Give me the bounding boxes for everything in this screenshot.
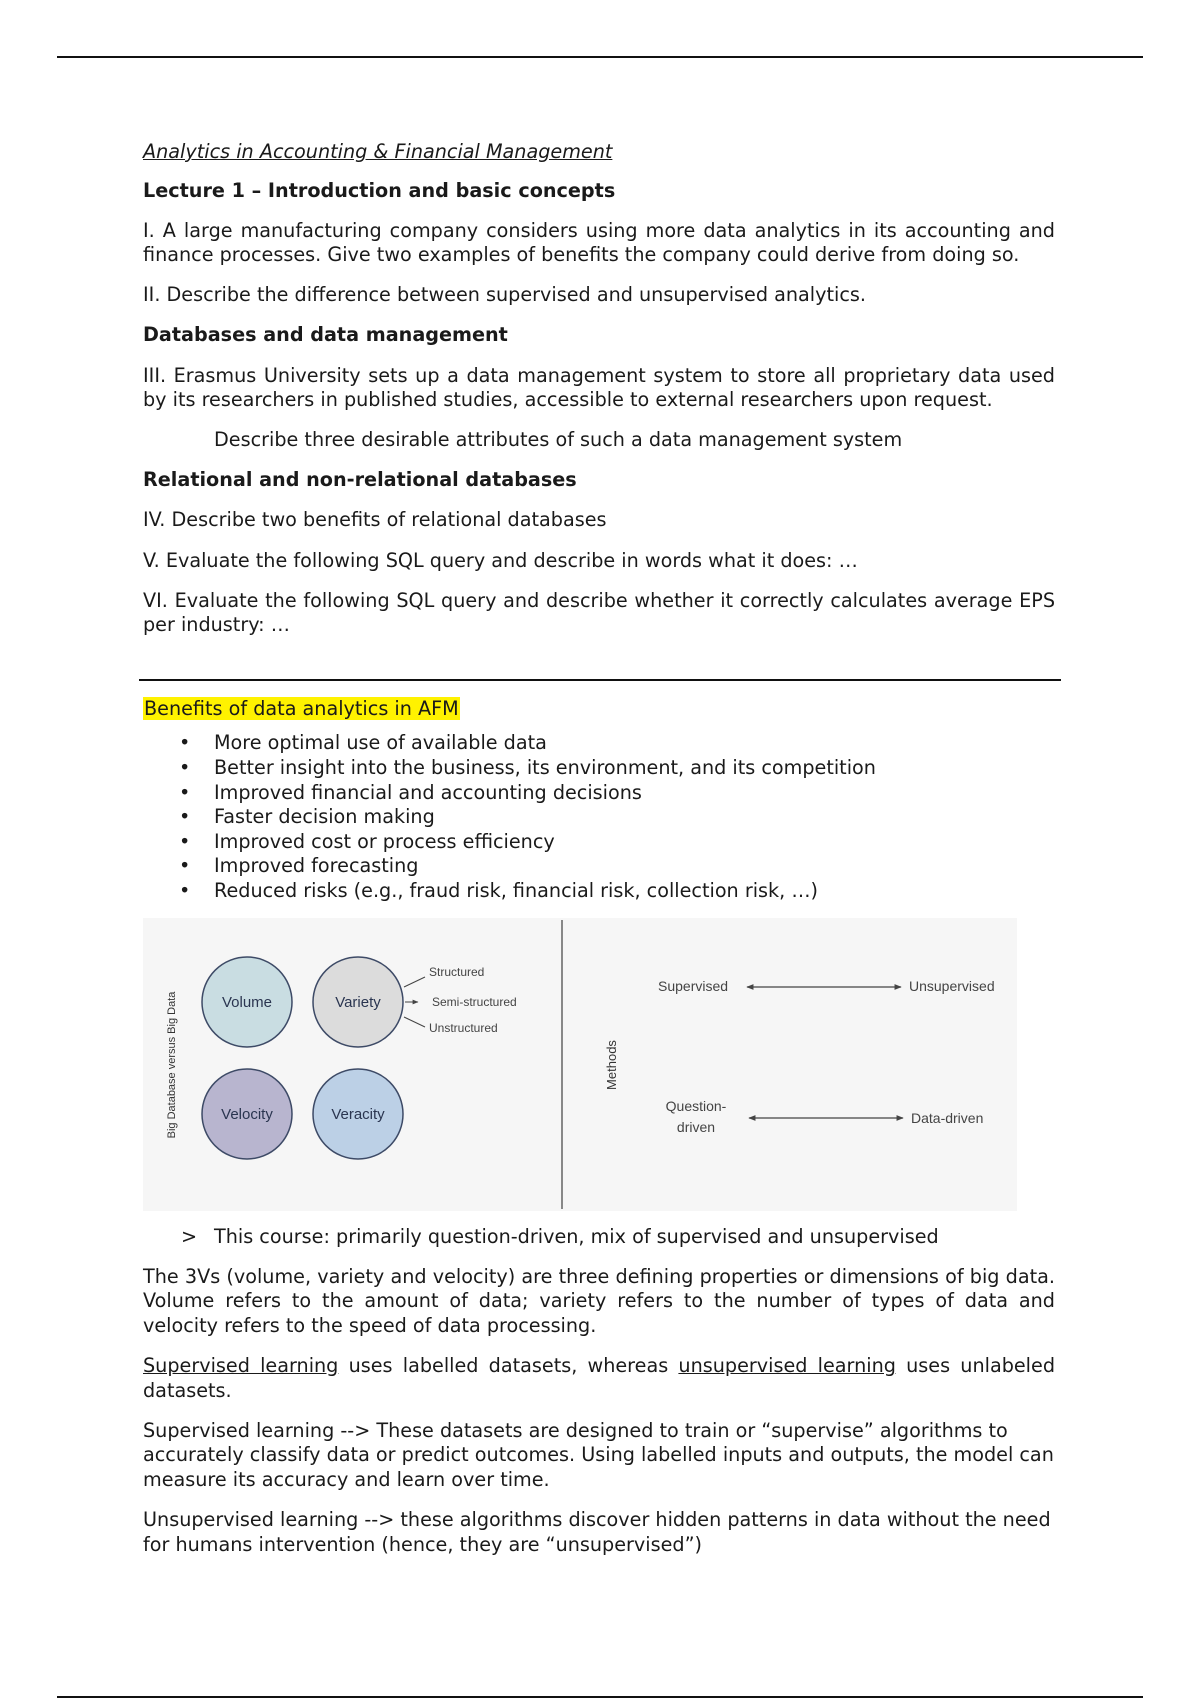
top-rule — [57, 56, 1143, 58]
list-item: • Faster decision making — [143, 805, 1055, 830]
learning-end-text: uses unlabeled datasets. — [143, 1353, 1056, 1402]
variety-type-structured: Structured — [429, 964, 485, 979]
benefits-heading-text: Benefits of data analytics in AFM — [144, 696, 459, 720]
variety-connector-structured — [404, 977, 425, 987]
variety-connector-unstructured — [404, 1017, 425, 1027]
variety-label: Variety — [335, 993, 381, 1011]
question-1: I. A large manufacturing company considers using more data analytics in its accounting and finance processes. Give two examples of benefits the company could derive from doing so. — [143, 218, 1055, 267]
question-5: V. Evaluate the following SQL query and describe in words what it does: … — [143, 548, 858, 572]
question-4: IV. Describe two benefits of relational databases — [143, 508, 607, 532]
list-item: • Improved forecasting — [143, 854, 1055, 879]
question-driven-label-1: Question- — [665, 1097, 727, 1114]
veracity-label: Veracity — [331, 1105, 385, 1123]
bottom-rule — [57, 1696, 1143, 1698]
question-6: VI. Evaluate the following SQL query and describe whether it correctly calculates average EPS per industry: … — [143, 588, 1055, 637]
data-driven-label: Data-driven — [911, 1109, 984, 1126]
course-note — [143, 1225, 1055, 1250]
section-separator — [139, 679, 1061, 681]
question-3-sub: Describe three desirable attributes of such a data management system — [214, 428, 903, 452]
question-3: III. Erasmus University sets up a data management system to store all proprietary data used by its researchers in published studies, accessible to external researchers upon request. — [143, 363, 1055, 412]
question-driven-label-2: driven — [676, 1118, 716, 1135]
methods-axis-label: Methods — [604, 1039, 619, 1090]
question-2: II. Describe the difference between supervised and unsupervised analytics. — [143, 283, 866, 307]
three-vs-paragraph: The 3Vs (volume, variety and velocity) are three defining properties or dimensions of big data. Volume refers to the amount of data; variety refers to the number of types of data and velocity refers to the speed of data processing. — [143, 1264, 1055, 1337]
supervised-paragraph: Supervised learning --> These datasets are designed to train or “supervise” algorithms to accurately classify data or predict outcomes. Using labelled inputs and outputs, the model can measure its accuracy and learn over time. — [143, 1418, 1054, 1491]
arrow-marker: > — [181, 1224, 198, 1248]
course-title: Analytics in Accounting & Financial Management — [143, 140, 613, 163]
list-item: • Better insight into the business, its environment, and its competition — [143, 756, 1055, 781]
list-item: • Improved cost or process efficiency — [143, 830, 1055, 855]
unsupervised-learning-term: unsupervised learning — [678, 1353, 896, 1377]
supervised-learning-term: Supervised learning — [143, 1353, 339, 1377]
variety-type-semi: Semi-structured — [432, 994, 517, 1009]
course-note-text: This course: primarily question-driven, mix of supervised and unsupervised — [214, 1224, 939, 1248]
volume-label: Volume — [221, 993, 273, 1011]
list-item: • More optimal use of available data — [143, 731, 1055, 756]
unsupervised-label: Unsupervised — [909, 977, 995, 994]
learning-paragraph — [143, 1354, 1055, 1403]
unsupervised-paragraph: Unsupervised learning --> these algorithms discover hidden patterns in data without the need for humans intervention (hence, they are “unsupervised”) — [143, 1507, 1051, 1556]
lecture-heading: Lecture 1 – Introduction and basic concepts — [143, 178, 616, 202]
list-item: • Reduced risks (e.g., fraud risk, financial risk, collection risk, …) — [143, 879, 1055, 904]
list-item: • Improved financial and accounting decisions — [143, 781, 1055, 806]
left-axis-label: Big Database versus Big Data — [166, 991, 178, 1138]
benefits-heading — [143, 697, 1055, 722]
relational-heading: Relational and non-relational databases — [143, 468, 577, 492]
variety-type-unstructured: Unstructured — [429, 1020, 498, 1035]
velocity-label: Velocity — [221, 1105, 273, 1123]
supervised-label: Supervised — [658, 977, 729, 994]
learning-mid-text: uses labelled datasets, whereas — [338, 1353, 679, 1377]
benefits-list — [143, 731, 1055, 903]
big-data-figure — [143, 918, 1017, 1211]
document-body — [143, 140, 1055, 1573]
big-data-diagram — [143, 918, 1017, 1211]
databases-heading: Databases and data management — [143, 323, 508, 347]
